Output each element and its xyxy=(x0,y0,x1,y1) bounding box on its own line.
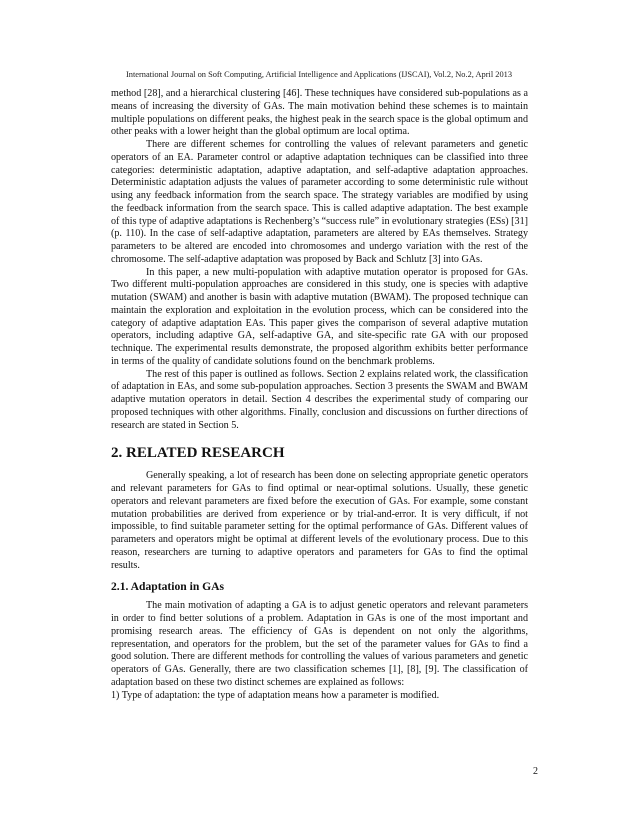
paragraph-paper-outline: The rest of this paper is outlined as follows. Section 2 explains related work, the classification of adaptation in EAs, and some sub-population approaches. Section 3 presents the SWAM and BWAM adaptive mutation operators in detail. Section 4 describes the experimental study of comparing our proposed techniques with other algorithms. Finally, conclusion and discussions on further directions of research are stated in Section 5. xyxy=(111,368,528,431)
paragraph-adaptation: The main motivation of adapting a GA is to adjust genetic operators and relevant parameters in order to find better solutions of a problem. Adaptation in GAs is one of the most important and promising research areas. The efficiency of GAs is dependent on not only the algorithms, representation, and operators for the problem, but the set of the parameter values for GAs to find a good solution. There are different methods for controlling the values of various parameters and genetic operators of GAs. Generally, there are two classification schemes [1], [8], [9]. The classification of adaptation based on these two distinct schemes are explained as follows: xyxy=(111,600,528,688)
section-heading-related-research: 2. RELATED RESEARCH xyxy=(111,445,285,462)
paragraph-related-research: Generally speaking, a lot of research has been done on selecting appropriate genetic operators and relevant parameters for GAs to find optimal or near-optimal solutions. Usually, these genetic operators and relevant parameters are fixed before the execution of GAs. For example, some constant mutation probabilities are derived from experience or by trial-and-error. It is very difficult, if not impossible, to find suitable parameter setting for the optimal performance of GAs. Different values of parameters and operators might be optimal at different levels of the evolutionary process. Due to this reason, researchers are turning to adaptive operators and parameters for GAs to find the optimal results. xyxy=(111,470,528,571)
journal-header: International Journal on Soft Computing, Artificial Intelligence and Applications (IJSCAI), Vol.2, No.2, April 2013 xyxy=(125,70,513,79)
paragraph-proposed-approach: In this paper, a new multi-population with adaptive mutation operator is proposed for GAs. Two different multi-population approaches are considered in this study, one is species with adaptive mutation (SWAM) and another is basin with adaptive mutation (BWAM). The proposed technique can maintain the exploration and exploitation in the evolution process, which can be considered into the category of adaptive adaptation EAs. This paper gives the comparison of several adaptive mutation operators, including adaptive GA, self-adaptive GA, and site-specific rate GA with our proposed technique. The experimental results demonstrate, the proposed algorithm exhibits better performance in terms of the quality of candidate solutions found on the benchmark problems. xyxy=(111,266,528,367)
page-number: 2 xyxy=(533,766,538,777)
body-text xyxy=(111,88,528,702)
paragraph-intro-continued: method [28], and a hierarchical clustering [46]. These techniques have considered sub-populations as a means of increasing the diversity of GAs. The main motivation behind these schemes is to maintain multiple populations on different peaks, the highest peak in the search space is the global optimum and other peaks with a lower height than the global optimum are local optima. xyxy=(111,88,528,138)
subsection-heading-adaptation: 2.1. Adaptation in GAs xyxy=(111,580,225,594)
list-item-type-of-adaptation: 1) Type of adaptation: the type of adaptation means how a parameter is modified. xyxy=(111,689,440,701)
paragraph-parameter-control: There are different schemes for controlling the values of relevant parameters and genetic operators of an EA. Parameter control or adaptive adaptation techniques can be classified into three categories: deterministic adaptation, adaptive adaptation, and self-adaptive adaptation approaches. Deterministic adaptation adjusts the values of parameter according to some deterministic rule without using any feedback information from the search space. The strategy variables are modified by using the feedback information from the search space. This is called adaptive adaptation. The best example of this type of adaptive adaptations is Rechenberg’s “success rule” in evolutionary strategies (ESs) [31] (p. 110). In the case of self-adaptive adaptation, parameters are altered by EAs themselves. Strategy parameters to be altered are encoded into chromosomes and undergo variation with the rest of the chromosome. The self-adaptive adaptation was proposed by Back and Schlutz [3] into GAs. xyxy=(111,139,528,265)
